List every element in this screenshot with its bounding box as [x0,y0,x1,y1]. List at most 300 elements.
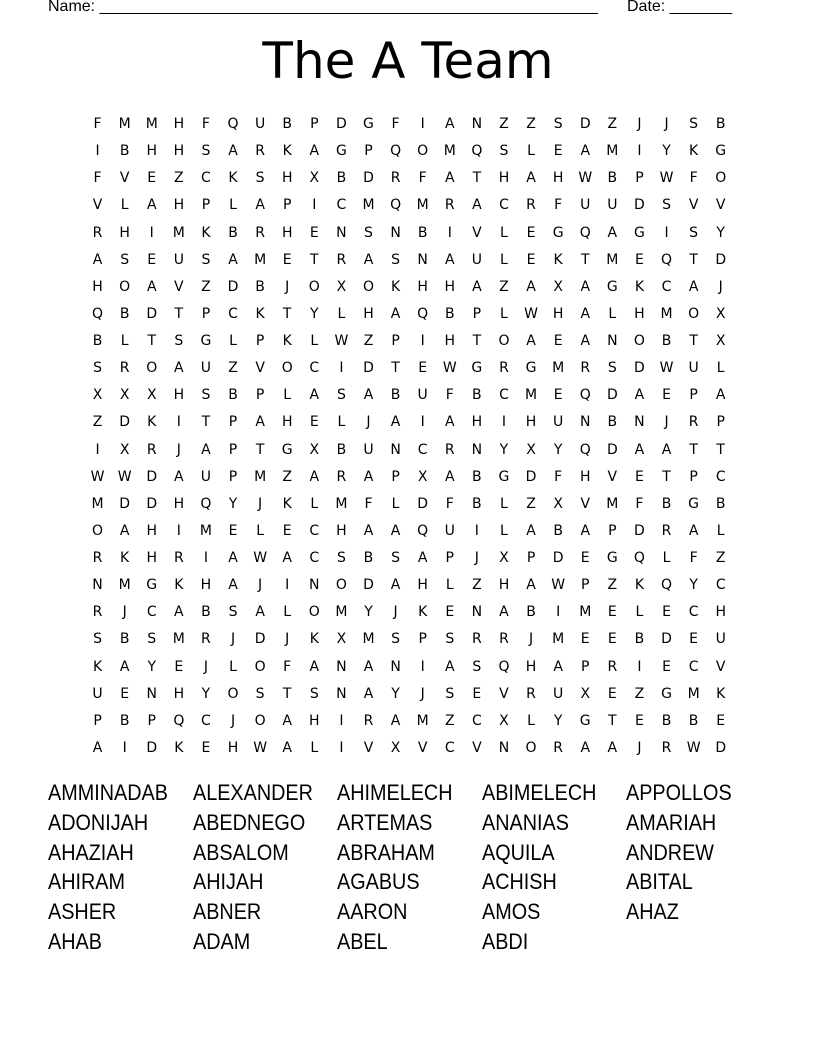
grid-letter: L [283,387,292,404]
grid-letter: G [281,441,293,458]
grid-letter: M [525,387,538,404]
word-bank-item: AHIRAM [48,869,126,895]
grid-letter: R [119,360,130,377]
grid-letter: U [200,360,212,377]
date-field-label: Date: _______ [627,0,732,15]
word-bank-item: APPOLLOS [626,780,732,805]
grid-letter: X [499,550,509,566]
grid-letter: A [363,387,374,404]
grid-letter: F [418,170,427,187]
grid-letter: H [552,170,564,187]
grid-letter: X [336,631,347,648]
grid-letter: E [580,550,590,566]
grid-letter: J [420,685,425,702]
grid-letter: N [498,739,510,756]
word-bank-item: AHAB [48,928,102,954]
grid-letter: P [228,468,238,485]
grid-letter: N [634,414,645,431]
grid-letter: Y [553,712,563,729]
grid-letter: P [581,577,590,594]
grid-letter: K [634,577,645,594]
grid-letter: T [580,251,590,268]
grid-letter: J [474,550,479,566]
grid-letter: I [637,658,642,675]
grid-letter: D [715,251,727,268]
grid-letter: D [606,441,618,458]
grid-letter: V [688,197,699,214]
grid-letter: O [688,305,700,322]
grid-letter: Z [499,116,509,132]
grid-letter: C [228,305,238,322]
grid-letter: Q [661,577,673,594]
grid-row [84,409,734,436]
grid-letter: V [119,170,130,187]
word-bank-item: ANANIAS [481,809,569,835]
grid-letter: H [634,305,645,322]
grid-letter: A [174,604,184,621]
grid-letter: P [689,387,698,404]
grid-letter: B [390,387,401,404]
grid-letter: N [471,604,483,621]
grid-letter: V [174,278,184,295]
grid-letter: I [95,143,100,160]
grid-letter: S [201,143,211,160]
grid-letter: E [418,360,428,377]
grid-letter: A [688,522,699,539]
grid-letter: E [309,224,319,241]
grid-letter: L [310,333,319,349]
grid-letter: G [715,143,727,160]
grid-letter: B [553,522,563,539]
grid-letter: A [526,170,536,187]
grid-letter: A [363,522,374,539]
grid-letter: B [119,143,130,160]
grid-letter: M [606,251,619,268]
grid-letter: O [146,360,158,377]
grid-letter: Z [228,360,238,377]
grid-letter: A [119,658,130,675]
grid-letter: F [391,116,400,132]
grid-letter: S [607,360,617,377]
grid-letter: Z [607,577,618,594]
grid-letter: F [93,170,102,187]
grid-letter: M [254,468,267,485]
grid-letter: T [174,305,184,322]
grid-row [84,681,734,708]
grid-letter: X [309,441,320,458]
grid-letter: W [578,170,593,187]
grid-letter: L [500,224,508,241]
grid-letter: B [201,604,211,621]
grid-letter: A [92,739,103,756]
grid-letter: Q [661,251,673,268]
grid-letter: N [607,333,618,349]
grid-letter: O [633,333,645,349]
word-bank-item: ABRAHAM [337,839,435,865]
word-bank-item: AHAZIAH [48,839,134,865]
grid-letter: L [527,712,535,729]
grid-letter: Q [417,522,429,539]
grid-letter: O [417,143,429,160]
grid-letter: U [607,197,618,214]
grid-letter: I [312,197,317,214]
grid-letter: A [146,197,157,214]
grid-letter: T [689,251,698,268]
grid-letter: H [146,143,157,160]
grid-letter: L [120,333,129,349]
grid-letter: S [445,631,455,648]
grid-letter: Q [579,387,591,404]
grid-letter: N [390,441,401,458]
grid-letter: R [173,550,184,566]
grid-letter: C [688,604,699,621]
grid-letter: F [364,495,373,512]
grid-letter: H [715,604,726,621]
grid-letter: T [255,441,265,458]
grid-letter: I [420,414,425,431]
grid-letter: B [472,468,482,485]
word-bank-item: AQUILA [481,839,555,865]
grid-letter: H [146,522,157,539]
grid-row [84,220,734,247]
grid-letter: A [119,522,130,539]
grid-letter: R [471,631,482,648]
grid-letter: N [146,685,157,702]
grid-letter: A [607,739,618,756]
grid-letter: Y [364,604,373,621]
word-bank-item: AHIMELECH [337,780,453,805]
grid-letter: H [417,577,428,594]
grid-letter: D [552,550,564,566]
grid-letter: B [472,495,482,512]
grid-letter: D [363,170,374,187]
grid-letter: Z [634,685,645,702]
grid-letter: F [445,387,454,404]
grid-letter: H [281,224,293,241]
grid-letter: A [580,522,591,539]
grid-letter: U [444,522,455,539]
grid-letter: L [283,604,292,621]
grid-letter: X [390,739,401,756]
grid-letter: H [173,197,185,214]
grid-letter: Q [173,712,185,729]
grid-letter: M [687,685,700,702]
grid-letter: K [228,170,238,187]
grid-letter: W [686,739,701,756]
grid-letter: C [444,739,455,756]
grid-letter: C [499,387,509,404]
grid-letter: S [228,604,238,621]
grid-letter: Q [390,197,402,214]
grid-letter: A [282,712,292,729]
grid-letter: K [255,305,265,322]
grid-letter: I [203,550,208,566]
grid-letter: B [661,712,672,729]
word-bank-item: AHAZ [626,899,679,925]
grid-row [84,491,734,518]
grid-letter: H [281,170,293,187]
grid-letter: A [580,305,591,322]
grid-letter: B [607,414,618,431]
grid-letter: L [229,658,237,675]
grid-letter: Y [689,577,698,594]
grid-letter: T [472,333,482,349]
grid-letter: Q [417,305,429,322]
grid-letter: M [335,604,348,621]
grid-letter: L [310,739,319,756]
grid-letter: O [335,577,347,594]
grid-letter: N [390,224,401,241]
grid-letter: I [95,441,100,458]
grid-letter: Y [662,143,671,160]
grid-letter: I [501,414,507,431]
grid-letter: G [146,577,158,594]
grid-letter: P [391,333,400,349]
grid-letter: E [174,658,184,675]
grid-letter: A [92,251,103,268]
grid-letter: A [174,360,184,377]
grid-letter: B [526,604,536,621]
grid-letter: M [552,360,565,377]
grid-letter: A [444,468,455,485]
grid-letter: G [363,116,374,132]
grid-letter: G [606,550,618,566]
grid-letter: X [553,495,563,512]
grid-letter: A [580,143,591,160]
grid-letter: H [173,387,185,404]
grid-letter: M [579,604,592,621]
grid-letter: C [146,604,157,621]
grid-letter: G [633,224,645,241]
grid-letter: C [471,712,482,729]
grid-letter: A [526,577,536,594]
grid-letter: N [92,577,103,594]
grid-letter: D [634,522,645,539]
grid-letter: P [147,712,156,729]
grid-letter: H [173,116,185,132]
grid-letter: I [637,143,642,160]
grid-letter: A [363,251,374,268]
grid-letter: P [201,197,211,214]
grid-letter: X [526,441,536,458]
grid-letter: Q [579,441,591,458]
grid-letter: Y [553,441,563,458]
grid-letter: I [285,577,290,594]
grid-letter: I [339,739,344,756]
grid-letter: O [254,712,266,729]
grid-letter: L [500,251,508,268]
grid-letter: A [526,333,536,349]
grid-letter: A [390,305,401,322]
grid-letter: B [472,387,482,404]
grid-row [84,382,734,409]
grid-letter: S [336,387,346,404]
grid-letter: W [90,468,105,485]
grid-letter: P [364,143,373,160]
word-bank-item: ABSALOM [192,839,289,865]
grid-letter: A [255,414,265,431]
grid-letter: Y [228,495,238,512]
word-bank-item: ADAM [192,928,250,954]
grid-letter: C [715,577,726,594]
grid-letter: A [390,712,401,729]
grid-letter: A [472,278,482,295]
grid-letter: G [498,468,510,485]
grid-letter: H [227,739,239,756]
grid-letter: S [391,251,401,268]
grid-letter: E [309,414,319,431]
word-bank-item: ABITAL [626,869,693,895]
grid-letter: D [634,197,645,214]
grid-letter: U [553,685,564,702]
grid-letter: K [634,278,645,295]
grid-letter: J [393,604,398,621]
grid-letter: S [93,360,102,377]
grid-row [84,301,734,328]
grid-letter: N [309,577,320,594]
grid-letter: V [715,658,726,675]
grid-row [84,437,734,464]
grid-row [84,111,734,138]
grid-letter: C [499,197,509,214]
grid-letter: Z [715,550,726,566]
grid-letter: A [444,414,455,431]
grid-letter: A [390,522,401,539]
grid-letter: R [499,360,509,377]
grid-letter: P [635,170,644,187]
grid-letter: J [203,658,208,675]
grid-letter: G [688,495,700,512]
grid-letter: Z [201,278,211,295]
grid-letter: X [336,278,347,295]
grid-letter: A [201,441,211,458]
grid-letter: O [498,333,510,349]
grid-letter: D [254,631,266,648]
grid-letter: Q [579,224,591,241]
grid-letter: A [174,468,184,485]
grid-letter: M [362,631,375,648]
grid-letter: X [92,387,103,404]
grid-letter: I [149,224,154,241]
grid-letter: V [715,197,726,214]
grid-row [84,355,734,382]
grid-letter: J [637,116,642,132]
grid-letter: R [580,360,591,377]
grid-letter: S [201,387,211,404]
grid-letter: R [146,441,157,458]
grid-letter: Y [499,441,509,458]
grid-letter: H [498,170,510,187]
grid-letter: L [337,305,346,322]
grid-letter: C [309,360,320,377]
grid-letter: B [661,333,672,349]
grid-letter: Q [633,550,645,566]
grid-letter: I [176,522,181,539]
grid-letter: F [554,468,563,485]
grid-row [84,708,734,735]
grid-letter: R [255,224,265,241]
grid-letter: H [552,305,564,322]
grid-letter: G [579,712,591,729]
grid-letter: A [390,577,401,594]
grid-letter: M [416,712,429,729]
grid-letter: G [661,685,672,702]
grid-row [84,247,734,274]
grid-letter: O [308,604,320,621]
grid-letter: A [580,739,591,756]
grid-letter: W [524,305,538,322]
grid-letter: Q [390,143,402,160]
grid-letter: L [635,604,644,621]
grid-letter: E [445,604,455,621]
grid-letter: M [118,577,131,594]
grid-letter: A [580,278,591,295]
grid-letter: M [118,116,131,132]
grid-letter: H [281,414,293,431]
grid-letter: N [471,441,483,458]
grid-letter: E [228,522,238,539]
grid-letter: F [689,170,698,187]
grid-letter: E [282,251,292,268]
grid-letter: C [309,522,320,539]
grid-letter: O [281,360,293,377]
grid-letter: P [445,550,454,566]
grid-letter: P [228,414,238,431]
grid-letter: C [417,441,428,458]
grid-letter: H [363,305,374,322]
grid-letter: H [336,522,347,539]
grid-letter: W [253,550,268,566]
grid-letter: S [174,333,184,349]
grid-letter: I [176,414,181,431]
grid-letter: R [661,739,672,756]
grid-letter: A [553,658,563,675]
grid-letter: S [391,631,401,648]
grid-letter: W [659,360,674,377]
name-field-label: Name: ________________________________________________________ [48,0,598,15]
grid-letter: S [364,224,373,241]
word-bank-item: ABNER [192,899,261,925]
grid-letter: U [471,251,482,268]
grid-letter: G [335,143,347,160]
grid-letter: K [92,658,103,675]
grid-letter: P [310,116,319,132]
grid-row [84,138,734,165]
grid-letter: Y [310,305,319,322]
grid-letter: H [92,278,103,295]
grid-letter: X [119,441,130,458]
grid-letter: L [716,522,725,539]
grid-letter: R [336,468,347,485]
grid-letter: B [417,224,428,241]
grid-letter: U [553,414,564,431]
grid-letter: X [417,468,428,485]
grid-letter: P [93,712,102,729]
grid-letter: A [363,468,374,485]
grid-letter: A [363,658,374,675]
grid-letter: J [637,739,642,756]
grid-letter: J [366,414,371,431]
grid-letter: M [172,631,185,648]
grid-letter: E [472,685,482,702]
grid-letter: P [472,305,482,322]
grid-letter: R [92,224,103,241]
grid-letter: D [634,360,645,377]
grid-letter: L [500,522,508,539]
grid-letter: R [607,658,618,675]
grid-letter: D [227,278,239,295]
grid-letter: D [146,305,158,322]
